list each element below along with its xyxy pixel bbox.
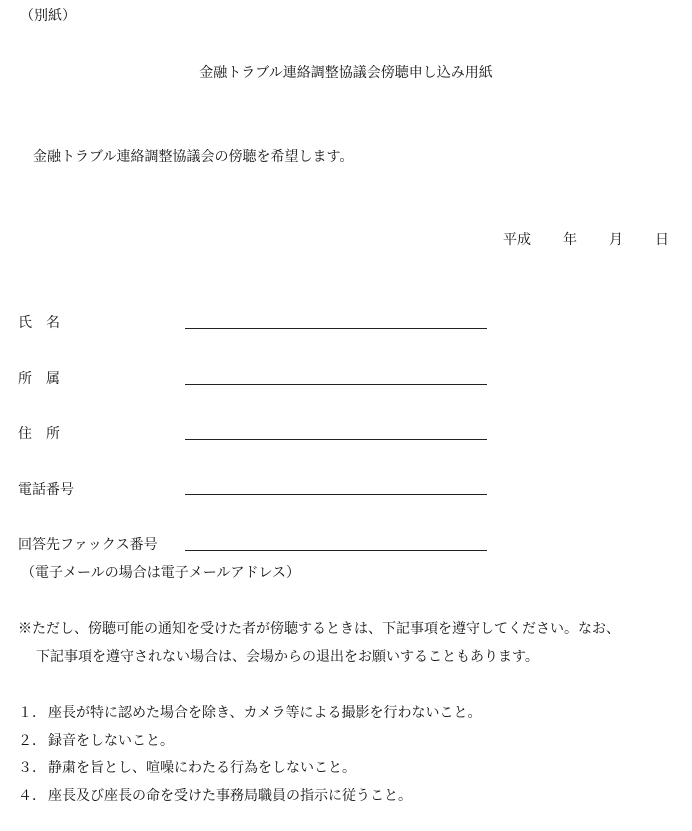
rule-number: ２． (18, 733, 46, 749)
field-affiliation-line[interactable] (185, 384, 487, 385)
fax-email-note: （電子メールの場合は電子メールアドレス） (21, 565, 301, 581)
field-phone-line[interactable] (185, 494, 487, 495)
rule-number: ４． (18, 788, 46, 804)
notice-line-1: ※ただし、傍聴可能の通知を受けた者が傍聴するときは、下記事項を遵守してください。なお、 (18, 621, 620, 637)
intro-statement: 金融トラブル連絡調整協議会の傍聴を希望します。 (33, 149, 354, 165)
rule-text: 録音をしないこと。 (48, 733, 174, 749)
field-name-line[interactable] (185, 328, 487, 329)
date-era: 平成 (503, 232, 531, 248)
form-title: 金融トラブル連絡調整協議会傍聴申し込み用紙 (199, 65, 493, 81)
notice-line-2: 下記事項を遵守されない場合は、会場からの退出をお願いすることもあります。 (36, 649, 539, 665)
date-day: 日 (655, 232, 669, 248)
annex-label: （別紙） (20, 8, 76, 24)
field-phone-label: 電話番号 (18, 482, 74, 498)
field-name-label: 氏 名 (18, 315, 60, 331)
rule-text: 静粛を旨とし、喧噪にわたる行為をしないこと。 (48, 760, 356, 776)
date-year: 年 (563, 232, 577, 248)
date-month: 月 (609, 232, 623, 248)
rule-text: 座長が特に認めた場合を除き、カメラ等による撮影を行わないこと。 (48, 705, 482, 721)
field-fax-label: 回答先ファックス番号 (18, 537, 158, 553)
field-address-line[interactable] (185, 439, 487, 440)
field-affiliation-label: 所 属 (18, 371, 60, 387)
field-address-label: 住 所 (18, 426, 60, 442)
field-fax-line[interactable] (185, 550, 487, 551)
rule-number: ３． (18, 760, 46, 776)
rule-number: １． (18, 705, 46, 721)
rule-text: 座長及び座長の命を受けた事務局職員の指示に従うこと。 (48, 788, 412, 804)
